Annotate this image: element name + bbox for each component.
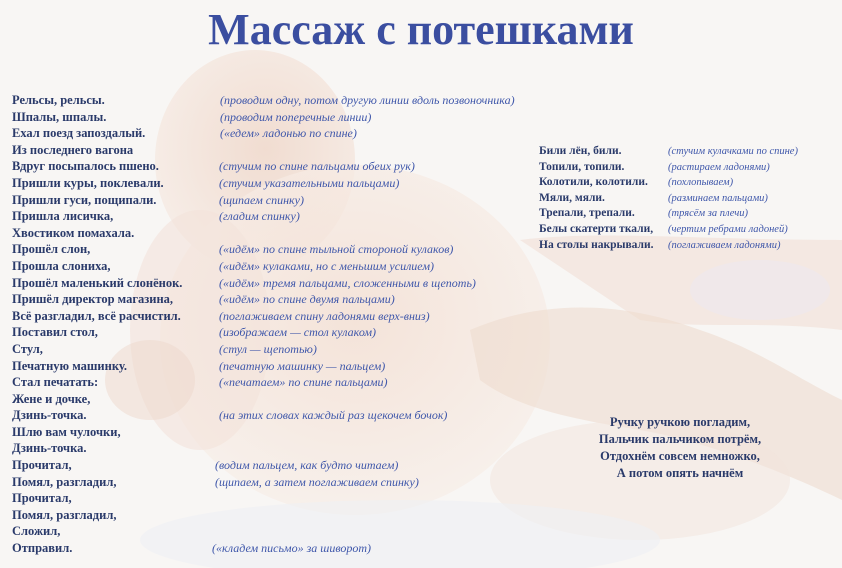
verse-text: Топили, топили.: [539, 160, 625, 173]
verse-text: Пришла лисичка,: [12, 209, 114, 224]
action-text: («идём» по спине тыльной стороной кулаков): [219, 242, 454, 257]
rhyme-line: [539, 191, 829, 207]
rhyme-line: [539, 144, 829, 160]
verse-line: А потом опять начнём: [616, 466, 744, 480]
rhyme-line: [12, 192, 612, 209]
rhyme-line: [12, 241, 612, 258]
rhyme-line: [12, 424, 612, 441]
rhyme-trains-list: [12, 92, 612, 557]
action-text: (щипаем спинку): [219, 192, 304, 207]
verse-text: Прошла слониха,: [12, 258, 111, 273]
action-text: («идём» тремя пальцами, сложенными в щепоть): [219, 275, 476, 290]
rhyme-line: [539, 222, 829, 238]
rhyme-line: [12, 258, 612, 275]
verse-text: Прочитал,: [12, 458, 72, 473]
action-text: («едем» ладонью по спине): [220, 126, 357, 141]
rhyme-flax-list: [539, 144, 829, 253]
rhyme-line: [12, 391, 612, 408]
rhyme-line: [539, 160, 829, 176]
rhyme-line: [12, 291, 612, 308]
action-text: (стул — щепотью): [219, 341, 317, 356]
action-text: (стучим по спине пальцами обеих рук): [219, 159, 415, 174]
rhyme-line: [539, 175, 829, 191]
action-text: («печатаем» по спине пальцами): [219, 375, 388, 390]
action-text: (стучим указательными пальцами): [219, 175, 400, 190]
action-text: (трясём за плечи): [668, 208, 749, 220]
rhyme-line: [12, 457, 612, 474]
verse-text: На столы накрывали.: [539, 238, 654, 251]
rhyme-line: [12, 308, 612, 325]
rhyme-line: [12, 507, 612, 524]
rhyme-line: [12, 540, 612, 557]
action-text: (печатную машинку — пальцем): [219, 358, 386, 373]
verse-text: Вдруг посыпалось пшено.: [12, 159, 159, 174]
verse-text: Прочитал,: [12, 491, 72, 506]
page-title: Массаж с потешками: [208, 5, 634, 54]
verse-text: Отправил.: [12, 541, 73, 556]
rhyme-line: [12, 523, 612, 540]
action-text: (проводим поперечные линии): [220, 109, 372, 124]
verse-text: Пришёл директор магазина,: [12, 292, 174, 307]
action-text: (похлопываем): [668, 177, 734, 189]
rhyme-line: [12, 407, 612, 424]
verse-text: Стал печатать:: [12, 375, 99, 390]
rhyme-line: [12, 125, 612, 142]
action-text: («идём» кулаками, но с меньшим усилием): [219, 258, 434, 273]
action-text: («идём» по спине двумя пальцами): [219, 292, 395, 307]
verse-text: Дзинь-точка.: [12, 408, 87, 423]
verse-text: Шлю вам чулочки,: [12, 424, 121, 439]
verse-text: Помял, разгладил,: [12, 474, 117, 489]
action-text: (проводим одну, потом другую линии вдоль позвоночника): [220, 93, 515, 107]
verse-text: Белы скатерти ткали,: [539, 222, 654, 235]
action-text: (гладим спинку): [219, 209, 300, 224]
action-text: (разминаем пальцами): [668, 192, 768, 204]
verse-text: Рельсы, рельсы.: [12, 93, 105, 107]
rhyme-line: [12, 92, 612, 109]
rhyme-line: [12, 440, 612, 457]
verse-text: Стул,: [12, 341, 43, 356]
action-text: (чертим ребрами ладоней): [668, 223, 788, 235]
action-text: (поглаживаем спину ладонями верх-вниз): [219, 308, 430, 323]
action-text: (водим пальцем, как будто читаем): [215, 458, 399, 473]
verse-text: Всё разгладил, всё расчистил.: [12, 308, 181, 323]
verse-text: Ехал поезд запоздалый.: [12, 126, 146, 141]
rhyme-line: [12, 374, 612, 391]
verse-text: Шпалы, шпалы.: [12, 109, 107, 124]
action-text: (стучим кулачками по спине): [668, 146, 798, 157]
action-text: (на этих словах каждый раз щекочем бочок): [219, 408, 448, 423]
verse-text: Колотили, колотили.: [539, 176, 648, 189]
verse-text: Хвостиком помахала.: [12, 225, 135, 240]
verse-line: Ручку ручкою погладим,: [609, 415, 751, 429]
verse-text: Жене и дочке,: [12, 391, 91, 406]
rhyme-line: [12, 358, 612, 375]
verse-line: Пальчик пальчиком потрём,: [598, 432, 762, 446]
rhyme-line: [12, 474, 612, 491]
verse-text: Из последнего вагона: [12, 142, 134, 157]
rhyme-line: [12, 208, 612, 225]
rhyme-line: [12, 275, 612, 292]
action-text: (поглаживаем ладонями): [668, 239, 781, 251]
rhyme-line: [12, 142, 612, 159]
rhyme-line: [12, 109, 612, 126]
action-text: (щипаем, а затем поглаживаем спинку): [215, 474, 419, 489]
verse-text: Пришли гуси, пощипали.: [12, 192, 157, 207]
closing-verse: [560, 414, 800, 482]
rhyme-line: [12, 324, 612, 341]
verse-text: Трепали, трепали.: [539, 207, 635, 220]
verse-text: Печатную машинку.: [12, 358, 127, 373]
rhyme-line: [12, 158, 612, 175]
verse-text: Помял, разгладил,: [12, 507, 117, 522]
rhyme-line: [12, 225, 612, 242]
action-text: (изображаем — стол кулаком): [219, 325, 377, 340]
verse-text: Били лён, били.: [539, 145, 622, 157]
rhyme-line: [539, 238, 829, 254]
verse-text: Сложил,: [12, 524, 61, 539]
rhyme-line: [12, 341, 612, 358]
rhyme-line: [12, 175, 612, 192]
action-text: (растираем ладонями): [668, 161, 770, 173]
verse-text: Мяли, мяли.: [539, 191, 605, 204]
action-text: («кладем письмо» за шиворот): [212, 541, 372, 556]
verse-line: Отдохнём совсем немножко,: [600, 449, 760, 463]
rhyme-line: [539, 206, 829, 222]
verse-text: Поставил стол,: [12, 325, 98, 340]
verse-text: Прошёл маленький слонёнок.: [12, 275, 183, 290]
verse-text: Пришли куры, поклевали.: [12, 175, 164, 190]
verse-text: Дзинь-точка.: [12, 441, 87, 456]
verse-text: Прошёл слон,: [12, 242, 91, 257]
rhyme-line: [12, 490, 612, 507]
